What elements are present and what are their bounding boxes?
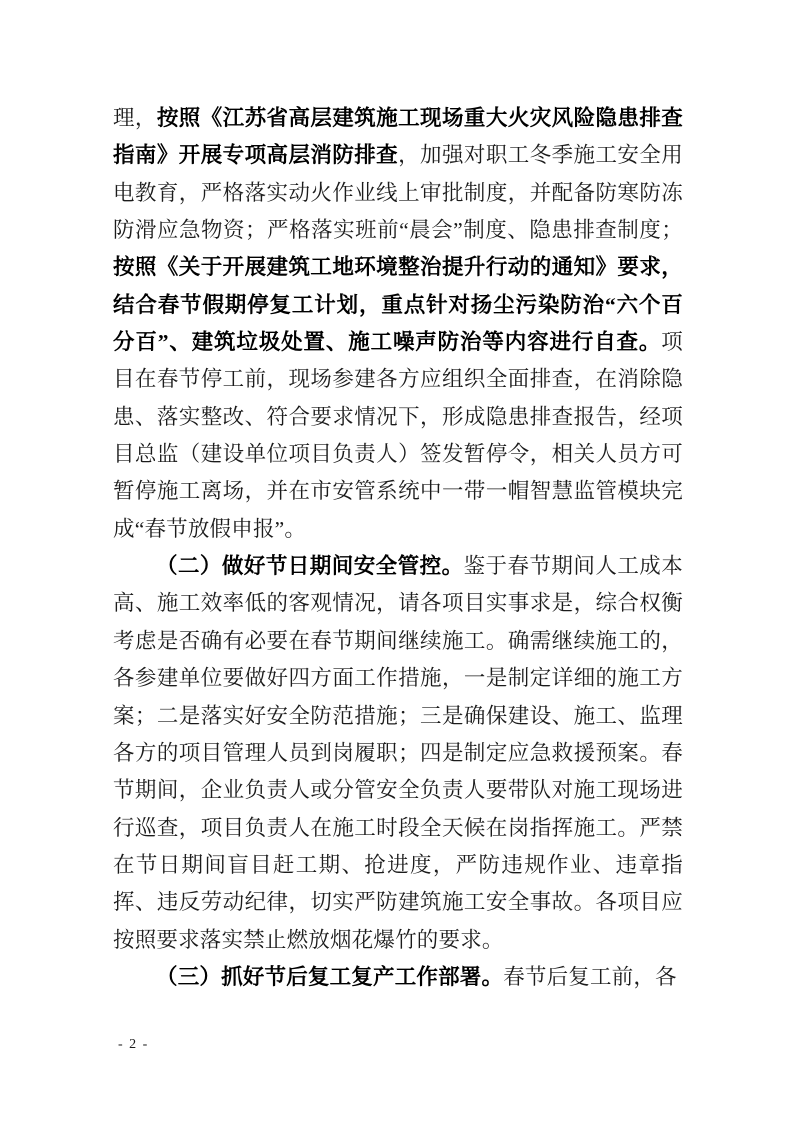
paragraph: [113, 100, 683, 548]
body-text: 春节后复工前，各: [503, 964, 677, 989]
emphasis-text: （二）做好节日期间安全管控。: [156, 554, 464, 579]
body-text: 项目在春节停工前，现场参建各方应组织全面排查，在消除隐患、落实整改、符合要求情况下，形成隐患排查报告，经项目总监（建设单位项目负责人）签发暂停令，相关人员方可暂停施工离场，并在市安管系统中一带一帽智慧监管模块完成“春节放假申报”。: [113, 330, 683, 541]
paragraph: [113, 959, 683, 996]
body-text: ，加强对职工冬季施工安全用电教育，严格落实动火作业线上审批制度，并配备防寒防冻防滑应急物资；严格落实班前“晨会”制度、隐患排查制度；: [113, 143, 683, 243]
paragraph: [113, 548, 683, 959]
emphasis-text: 按照《关于开展建筑工地环境整治提升行动的通知》要求，结合春节假期停复工计划，重点针对扬尘污染防治“六个百分百”、建筑垃圾处置、施工噪声防治等内容进行自查。: [113, 255, 683, 355]
emphasis-text: （三）抓好节后复工复产工作部署。: [156, 964, 504, 989]
body-text: 理，: [113, 106, 157, 130]
page-number: - 2 -: [118, 1037, 149, 1052]
document-body: [113, 100, 683, 996]
body-text: 鉴于春节期间人工成本高、施工效率低的客观情况，请各项目实事求是，综合权衡考虑是否确有必要在春节期间继续施工。确需继续施工的，各参建单位要做好四方面工作措施，一是制定详细的施工方案；二是落实好安全防范措施；三是确保建设、施工、监理各方的项目管理人员到岗履职；四是制定应急救援预案。春节期间，企业负责人或分管安全负责人要带队对施工现场进行巡查，项目负责人在施工时段全天候在岗指挥施工。严禁在节日期间盲目赶工期、抢进度，严防违规作业、违章指挥、违反劳动纪律，切实严防建筑施工安全事故。各项目应按照要求落实禁止燃放烟花爆竹的要求。: [113, 554, 683, 952]
emphasis-text: 按照《江苏省高层建筑施工现场重大火灾风险隐患排查指南》开展专项高层消防排查: [113, 106, 683, 168]
